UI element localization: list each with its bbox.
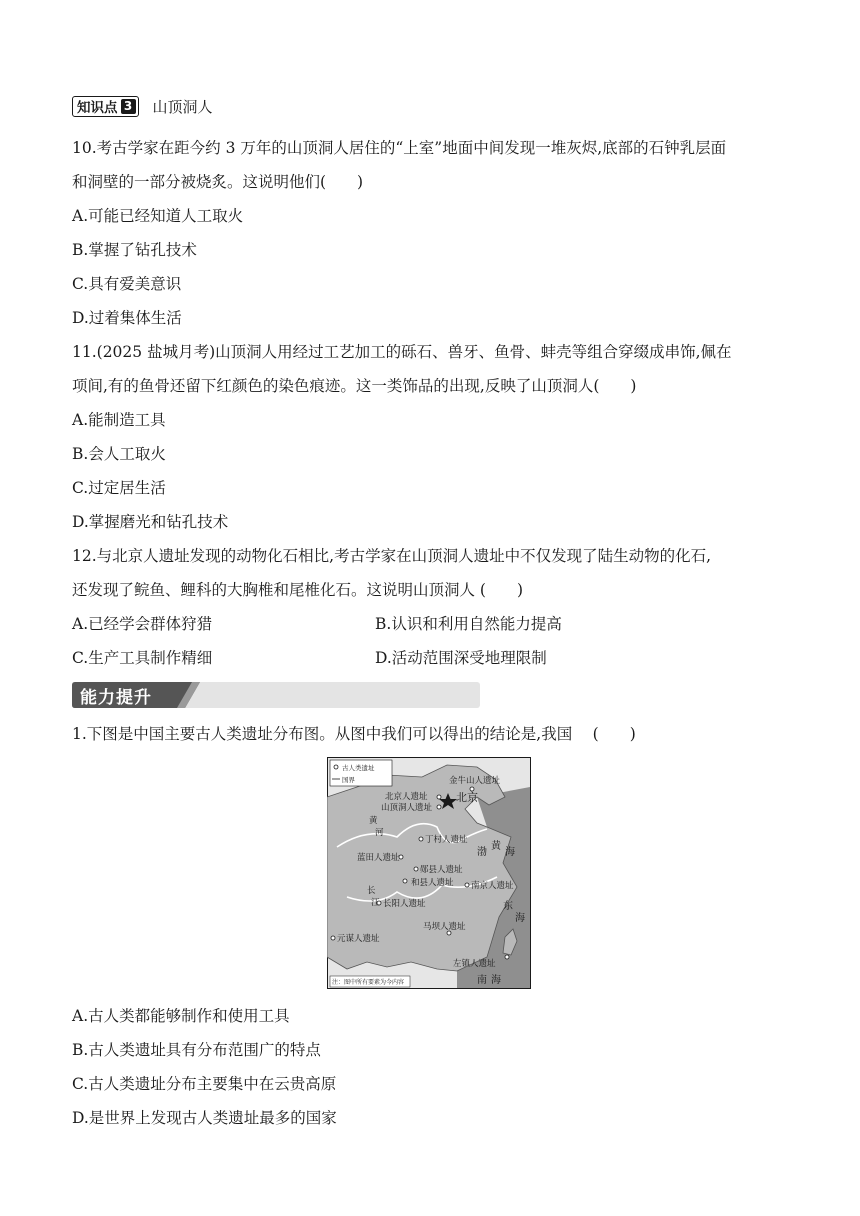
site-label: 蓝田人遗址 bbox=[357, 853, 400, 863]
sea-label-hai-1: 海 bbox=[505, 847, 515, 858]
question-12-option-b[interactable]: B.认识和利用自然能力提高 bbox=[375, 615, 562, 633]
knowledge-point-badge bbox=[72, 96, 139, 117]
question-11-line-2: 项间,有的鱼骨还留下红颜色的染色痕迹。这一类饰品的出现,反映了山顶洞人( ) bbox=[72, 377, 637, 395]
ancient-human-sites-map bbox=[327, 757, 531, 989]
site-label: 金牛山人遗址 bbox=[449, 776, 501, 786]
question-12-option-a[interactable]: A.已经学会群体狩猎 bbox=[72, 615, 213, 633]
question-10-line-2: 和洞壁的一部分被烧炙。这说明他们( ) bbox=[72, 173, 364, 191]
question-12-line-2: 还发现了鲩鱼、鲤科的大胸椎和尾椎化石。这说明山顶洞人 ( ) bbox=[72, 581, 524, 599]
question-12-option-d[interactable]: D.活动范围深受地理限制 bbox=[375, 649, 547, 667]
site-yunxian bbox=[414, 864, 463, 875]
sea-label-bo: 渤 bbox=[477, 847, 487, 858]
legend-site-label: 古人类遗址 bbox=[342, 764, 375, 772]
site-lantian bbox=[357, 852, 403, 863]
question-12-line-1: 12.与北京人遗址发现的动物化石相比,考古学家在山顶洞人遗址中不仅发现了陆生动物的化石, bbox=[72, 547, 712, 565]
sea-label-dong: 东 bbox=[503, 901, 513, 912]
site-label: 左镇人遗址 bbox=[453, 959, 496, 969]
question-10-option-c[interactable]: C.具有爱美意识 bbox=[72, 275, 182, 293]
badge-number: 3 bbox=[121, 99, 136, 114]
site-changyang bbox=[377, 898, 426, 909]
site-nanjing bbox=[465, 880, 514, 891]
legend-border-label: 国界 bbox=[342, 776, 355, 784]
river-label-he-1: 河 bbox=[375, 828, 384, 838]
question-10-option-b[interactable]: B.掌握了钻孔技术 bbox=[72, 241, 197, 259]
site-label: 北京人遗址 bbox=[385, 792, 428, 802]
question-11-option-a[interactable]: A.能制造工具 bbox=[72, 411, 166, 429]
site-hexian bbox=[403, 877, 454, 888]
question-11-option-b[interactable]: B.会人工取火 bbox=[72, 445, 166, 463]
site-label: 郧县人遗址 bbox=[420, 865, 463, 875]
ability-option-b[interactable]: B.古人类遗址具有分布范围广的特点 bbox=[72, 1041, 321, 1059]
site-label: 丁村人遗址 bbox=[425, 835, 468, 845]
question-12-option-c[interactable]: C.生产工具制作精细 bbox=[72, 649, 213, 667]
ability-banner-title: 能力提升 bbox=[80, 688, 152, 708]
site-label: 山顶洞人遗址 bbox=[381, 803, 433, 813]
site-dingcun bbox=[419, 834, 468, 845]
site-upper-cave bbox=[381, 802, 441, 813]
sea-label-nan: 南 bbox=[477, 975, 487, 986]
china-map-svg bbox=[327, 757, 531, 989]
beijing-label: 北京 bbox=[456, 791, 478, 804]
section-title: 山顶洞人 bbox=[152, 97, 213, 116]
ability-option-d[interactable]: D.是世界上发现古人类遗址最多的国家 bbox=[72, 1109, 337, 1127]
sea-label-huang: 黄 bbox=[491, 841, 501, 852]
badge-label: 知识点 bbox=[77, 100, 118, 116]
site-label: 元谋人遗址 bbox=[337, 934, 380, 944]
ability-option-a[interactable]: A.古人类都能够制作和使用工具 bbox=[72, 1007, 290, 1025]
site-label: 长阳人遗址 bbox=[383, 899, 426, 909]
site-label: 南京人遗址 bbox=[471, 881, 514, 891]
map-note: 注：图中所有要素为今内容 bbox=[332, 979, 405, 986]
ability-question-1: 1.下图是中国主要古人类遗址分布图。从图中我们可以得出的结论是,我国 ( ) bbox=[72, 725, 636, 743]
question-11-line-1: 11.(2025 盐城月考)山顶洞人用经过工艺加工的砾石、兽牙、鱼骨、蚌壳等组合穿缀成串饰,佩在 bbox=[72, 343, 732, 361]
sea-label-hai-3: 海 bbox=[491, 975, 501, 986]
ability-option-c[interactable]: C.古人类遗址分布主要集中在云贵高原 bbox=[72, 1075, 337, 1093]
question-11-option-c[interactable]: C.过定居生活 bbox=[72, 479, 166, 497]
river-label-huang: 黄 bbox=[369, 816, 378, 826]
question-10-line-1: 10.考古学家在距今约 3 万年的山顶洞人居住的“上室”地面中间发现一堆灰烬,底部的石钟乳层面 bbox=[72, 139, 727, 157]
question-11-option-d[interactable]: D.掌握磨光和钻孔技术 bbox=[72, 513, 229, 531]
sea-label-hai-2: 海 bbox=[515, 913, 525, 924]
river-label-chang: 长 bbox=[367, 886, 376, 896]
section-header bbox=[72, 95, 213, 117]
ability-banner bbox=[72, 680, 480, 710]
site-label: 马坝人遗址 bbox=[423, 922, 466, 932]
site-label: 和县人遗址 bbox=[411, 878, 454, 888]
site-yuanmou bbox=[331, 933, 380, 944]
question-10-option-a[interactable]: A.可能已经知道人工取火 bbox=[72, 207, 244, 225]
question-10-option-d[interactable]: D.过着集体生活 bbox=[72, 309, 182, 327]
river-label-jiang: 江 bbox=[371, 898, 380, 908]
